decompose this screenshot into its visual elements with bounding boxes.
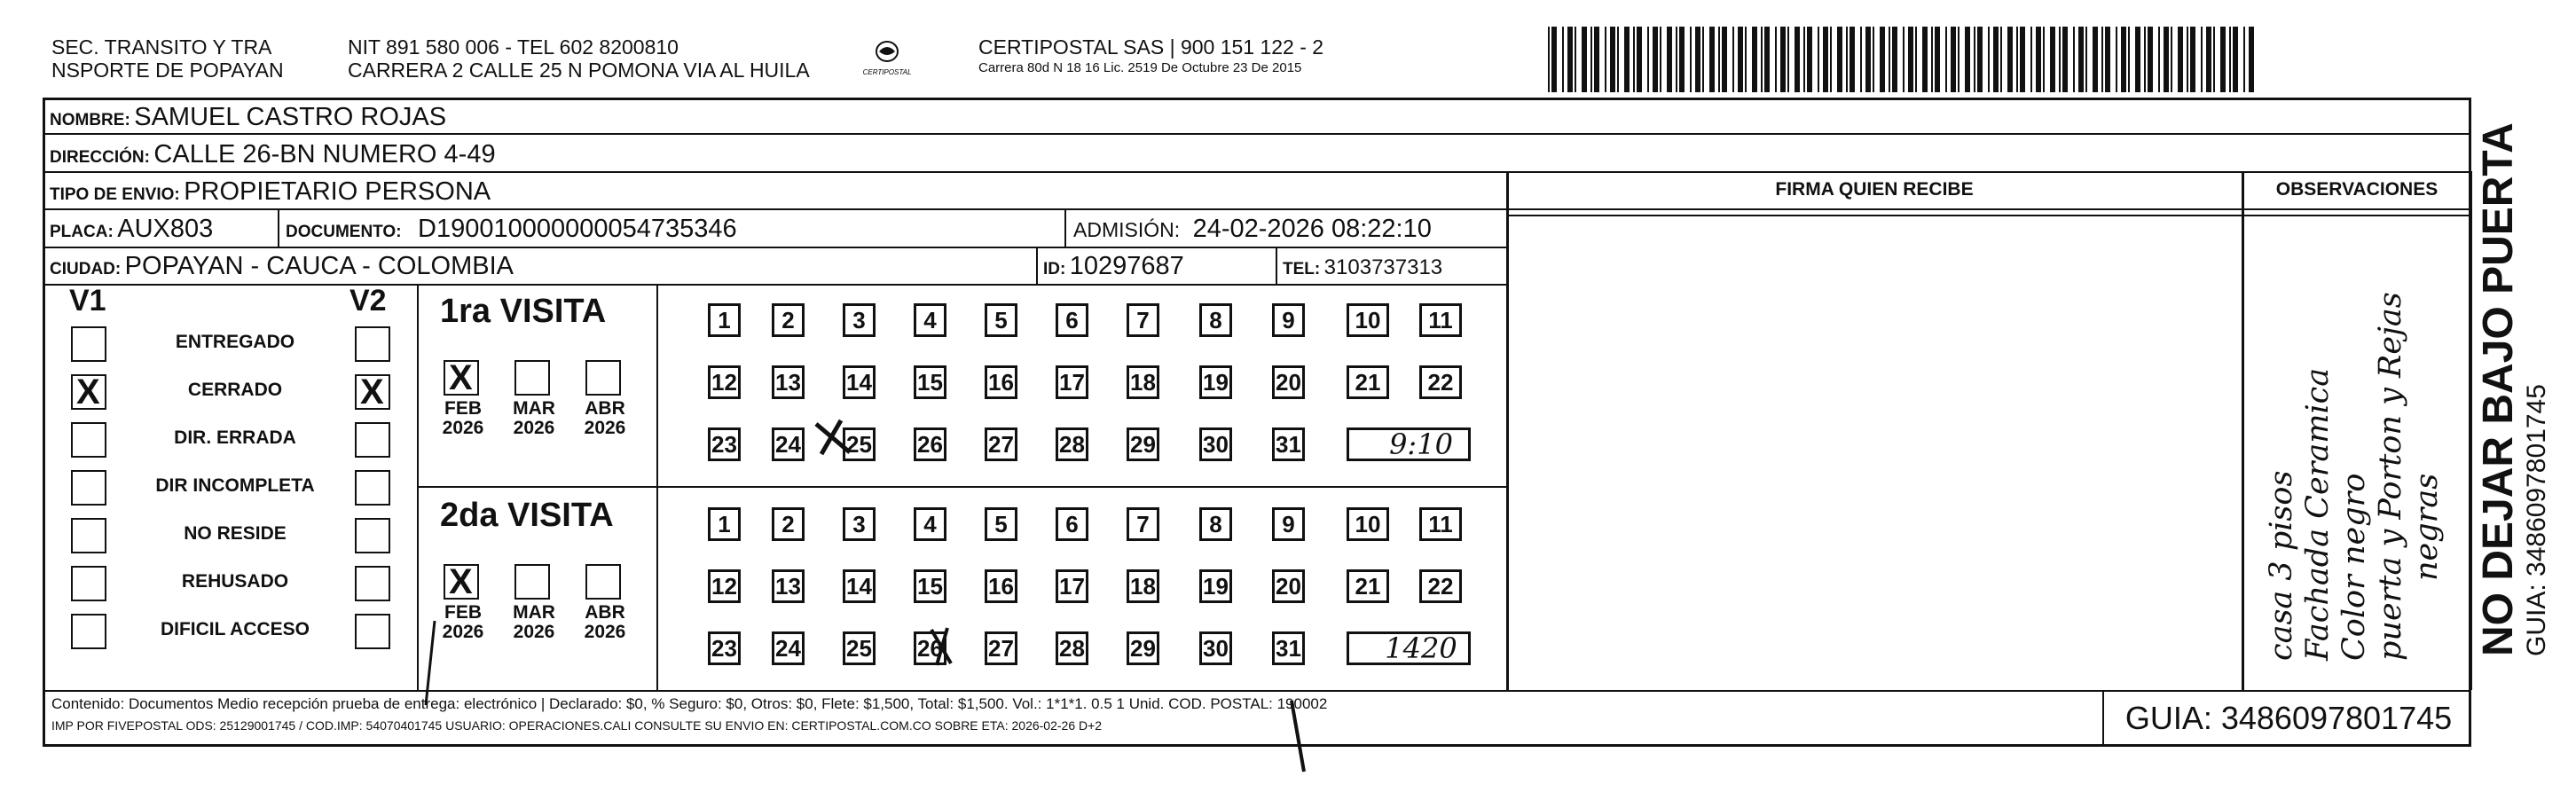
city-label: CIUDAD: bbox=[50, 260, 122, 278]
visit-2-day-31[interactable]: 31 bbox=[1272, 631, 1305, 665]
agency-line-2: NSPORTE DE POPAYAN bbox=[51, 59, 284, 82]
visit-1-day-28[interactable]: 28 bbox=[1056, 427, 1088, 461]
visit-2-day-26[interactable]: 26 bbox=[914, 631, 946, 665]
month-name: ABR bbox=[585, 398, 625, 419]
observations-header: OBSERVACIONES bbox=[2275, 179, 2439, 200]
document-label: DOCUMENTO: bbox=[286, 223, 402, 241]
visit-2-day-22[interactable]: 22 bbox=[1419, 569, 1462, 603]
visit-2-day-10[interactable]: 10 bbox=[1347, 507, 1389, 541]
visit2-time: 1420 bbox=[1385, 631, 1457, 665]
visit-1-day-9[interactable]: 9 bbox=[1272, 303, 1305, 337]
month-name: MAR bbox=[513, 398, 555, 419]
check-mark: X bbox=[360, 372, 384, 412]
visit-1-day-1[interactable]: 1 bbox=[708, 303, 741, 337]
visit-1-day-22[interactable]: 22 bbox=[1419, 365, 1462, 399]
admission-value: 24-02-2026 08:22:10 bbox=[1192, 215, 1432, 243]
status-reason: ENTREGADO bbox=[175, 332, 295, 352]
svg-text:CERTIPOSTAL: CERTIPOSTAL bbox=[862, 68, 912, 76]
status-reason: DIR. ERRADA bbox=[174, 427, 296, 448]
visit-2-day-27[interactable]: 27 bbox=[985, 631, 1017, 665]
check-mark: X bbox=[449, 358, 473, 397]
v1-label: V1 bbox=[69, 284, 106, 318]
admission-label: ADMISIÓN: bbox=[1073, 218, 1181, 241]
obs-line-3: Color negro bbox=[2336, 473, 2372, 661]
tel-value: 3103737313 bbox=[1323, 255, 1443, 279]
address-line: CARRERA 2 CALLE 25 N POMONA VIA AL HUILA bbox=[348, 59, 810, 82]
visit-2-day-3[interactable]: 3 bbox=[843, 507, 876, 541]
agency-line-1: SEC. TRANSITO Y TRA bbox=[51, 35, 272, 59]
month-year: 2026 bbox=[584, 622, 626, 642]
status-reason: DIFICIL ACCESO bbox=[160, 619, 310, 639]
visit-1-day-29[interactable]: 29 bbox=[1127, 427, 1159, 461]
city-value: POPAYAN - CAUCA - COLOMBIA bbox=[124, 252, 514, 280]
month-name: FEB bbox=[444, 398, 482, 419]
visit-2-day-8[interactable]: 8 bbox=[1199, 507, 1232, 541]
visit-1-day-7[interactable]: 7 bbox=[1127, 303, 1159, 337]
visit-1-day-31[interactable]: 31 bbox=[1272, 427, 1305, 461]
check-mark: X bbox=[76, 372, 100, 412]
visit-1-day-6[interactable]: 6 bbox=[1056, 303, 1088, 337]
visit-2-day-4[interactable]: 4 bbox=[914, 507, 946, 541]
visit-1-day-26[interactable]: 26 bbox=[914, 427, 946, 461]
status-reason: NO RESIDE bbox=[184, 523, 287, 544]
side-guia: GUIA: 3486097801745 bbox=[2522, 384, 2551, 656]
shipment-type: PROPIETARIO PERSONA bbox=[184, 177, 491, 206]
visit-1-day-27[interactable]: 27 bbox=[985, 427, 1017, 461]
obs-line-5: negras bbox=[2409, 473, 2445, 581]
visit-2-day-21[interactable]: 21 bbox=[1347, 569, 1389, 603]
no-dejar-warning: NO DEJAR BAJO PUERTA bbox=[2475, 122, 2522, 656]
visit-2-day-12[interactable]: 12 bbox=[708, 569, 741, 603]
footer-content: Contenido: Documentos Medio recepción prueba de entrega: electrónico | Declarado: $0, % Seguro: $0, Otros: $0, Flete: $1,500, Total: $1,500. Vol.: 1*1*1. 0.5 1 Unid. COD. POSTAL: 190002 bbox=[51, 695, 1328, 712]
visit-2-day-19[interactable]: 19 bbox=[1199, 569, 1232, 603]
visit-2-day-16[interactable]: 16 bbox=[985, 569, 1017, 603]
plate-value: AUX803 bbox=[117, 215, 214, 243]
visit-1-day-5[interactable]: 5 bbox=[985, 303, 1017, 337]
visit-2-day-2[interactable]: 2 bbox=[772, 507, 805, 541]
visit-2-day-1[interactable]: 1 bbox=[708, 507, 741, 541]
visit-2-day-18[interactable]: 18 bbox=[1127, 569, 1159, 603]
month-year: 2026 bbox=[442, 418, 484, 438]
document-value: D190010000000054735346 bbox=[418, 215, 737, 243]
visit-1-day-10[interactable]: 10 bbox=[1347, 303, 1389, 337]
visit-2-day-5[interactable]: 5 bbox=[985, 507, 1017, 541]
visit-1-day-16[interactable]: 16 bbox=[985, 365, 1017, 399]
visit-2-day-20[interactable]: 20 bbox=[1272, 569, 1305, 603]
footer-imp: IMP POR FIVEPOSTAL ODS: 25129001745 / COD.IMP: 54070401745 USUARIO: OPERACIONES.CALI CONSULTE SU ENVIO EN: CERTIPOSTAL.COM.CO SOBRE ETA: 2026-02-26 D+2 bbox=[51, 718, 1103, 733]
visit-1-day-15[interactable]: 15 bbox=[914, 365, 946, 399]
month-name: ABR bbox=[585, 602, 625, 623]
visit-1-day-25[interactable]: 25 bbox=[843, 427, 876, 461]
obs-line-4: puerta y Porton y Rejas bbox=[2373, 292, 2408, 661]
visit-1-day-20[interactable]: 20 bbox=[1272, 365, 1305, 399]
month-year: 2026 bbox=[584, 418, 626, 438]
month-year: 2026 bbox=[513, 418, 555, 438]
month-name: FEB bbox=[444, 602, 482, 623]
visit-2-title: 2da VISITA bbox=[440, 497, 614, 534]
visit-2-day-13[interactable]: 13 bbox=[772, 569, 805, 603]
recipient-name: SAMUEL CASTRO ROJAS bbox=[134, 103, 447, 131]
type-label: TIPO DE ENVIO: bbox=[50, 185, 180, 204]
visit-1-day-4[interactable]: 4 bbox=[914, 303, 946, 337]
visit-2-day-14[interactable]: 14 bbox=[843, 569, 876, 603]
signature-header: FIRMA QUIEN RECIBE bbox=[1775, 179, 1974, 200]
obs-line-2: Fachada Ceramica bbox=[2300, 367, 2336, 661]
visit-2-day-6[interactable]: 6 bbox=[1056, 507, 1088, 541]
visit-2-day-29[interactable]: 29 bbox=[1127, 631, 1159, 665]
id-label: ID: bbox=[1043, 260, 1066, 278]
visit-1-day-18[interactable]: 18 bbox=[1127, 365, 1159, 399]
visit-2-day-7[interactable]: 7 bbox=[1127, 507, 1159, 541]
check-mark: X bbox=[449, 562, 473, 601]
visit-1-day-24[interactable]: 24 bbox=[772, 427, 805, 461]
courier-line-2: Carrera 80d N 18 16 Lic. 2519 De Octubre 23 De 2015 bbox=[978, 60, 1302, 75]
status-reason: REHUSADO bbox=[181, 571, 289, 592]
visit-1-day-23[interactable]: 23 bbox=[708, 427, 741, 461]
visit-1-day-3[interactable]: 3 bbox=[843, 303, 876, 337]
visit-1-day-11[interactable]: 11 bbox=[1419, 303, 1462, 337]
nit-line: NIT 891 580 006 - TEL 602 8200810 bbox=[348, 35, 679, 59]
status-reason: CERRADO bbox=[187, 380, 283, 400]
visit-2-day-24[interactable]: 24 bbox=[772, 631, 805, 665]
visit-1-day-8[interactable]: 8 bbox=[1199, 303, 1232, 337]
id-value: 10297687 bbox=[1069, 252, 1184, 280]
name-label: NOMBRE: bbox=[50, 111, 130, 129]
visit-2-day-23[interactable]: 23 bbox=[708, 631, 741, 665]
status-reason: DIR INCOMPLETA bbox=[155, 475, 315, 496]
visit-2-day-30[interactable]: 30 bbox=[1199, 631, 1232, 665]
visit-2-day-17[interactable]: 17 bbox=[1056, 569, 1088, 603]
visit-2-day-11[interactable]: 11 bbox=[1419, 507, 1462, 541]
courier-line-1: CERTIPOSTAL SAS | 900 151 122 - 2 bbox=[978, 35, 1324, 59]
v2-label: V2 bbox=[349, 284, 387, 318]
visit-1-day-17[interactable]: 17 bbox=[1056, 365, 1088, 399]
plate-label: PLACA: bbox=[50, 223, 114, 241]
visit1-time: 9:10 bbox=[1389, 427, 1453, 461]
month-year: 2026 bbox=[442, 622, 484, 642]
month-year: 2026 bbox=[513, 622, 555, 642]
visit-1-day-12[interactable]: 12 bbox=[708, 365, 741, 399]
address-label: DIRECCIÓN: bbox=[50, 148, 150, 167]
tel-label: TEL: bbox=[1283, 260, 1321, 278]
visit-1-title: 1ra VISITA bbox=[440, 293, 607, 330]
obs-line-1: casa 3 pisos bbox=[2264, 470, 2299, 661]
visit-2-day-28[interactable]: 28 bbox=[1056, 631, 1088, 665]
visit-1-day-2[interactable]: 2 bbox=[772, 303, 805, 337]
recipient-address: CALLE 26-BN NUMERO 4-49 bbox=[153, 140, 496, 169]
visit-2-day-15[interactable]: 15 bbox=[914, 569, 946, 603]
visit-1-day-19[interactable]: 19 bbox=[1199, 365, 1232, 399]
visit-2-day-25[interactable]: 25 bbox=[843, 631, 876, 665]
month-name: MAR bbox=[513, 602, 555, 623]
guia-number: GUIA: 3486097801745 bbox=[2124, 700, 2453, 736]
visit-2-day-9[interactable]: 9 bbox=[1272, 507, 1305, 541]
visit-1-day-21[interactable]: 21 bbox=[1347, 365, 1389, 399]
visit-1-day-14[interactable]: 14 bbox=[843, 365, 876, 399]
visit-1-day-13[interactable]: 13 bbox=[772, 365, 805, 399]
visit-1-day-30[interactable]: 30 bbox=[1199, 427, 1232, 461]
